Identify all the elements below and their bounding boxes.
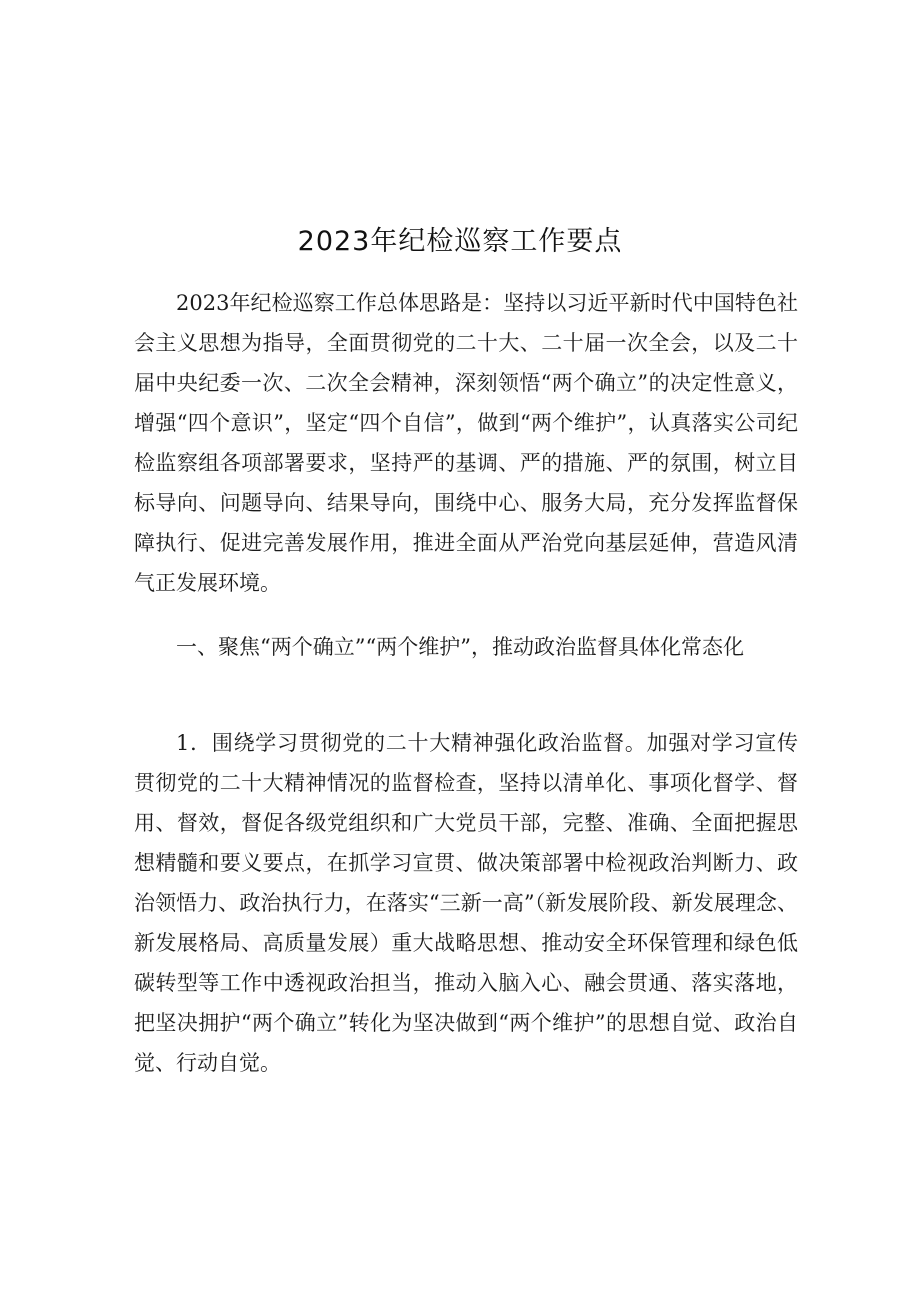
paragraph-overall-approach: 2023年纪检巡察工作总体思路是：坚持以习近平新时代中国特色社会主义思想为指导，全面贯彻党的二十大、二十届一次全会，以及二十届中央纪委一次、二次全会精神，深刻领悟“两个确立”的决定性意义，增强“四个意识”，坚定“四个自信”，做到“两个维护”，认真落实公司纪检监察组各项部署要求，坚持严的基调、严的措施、严的氛围，树立目标导向、问题导向、结果导向，围绕中心、服务大局，充分发挥监督保障执行、促进完善发展作用，推进全面从严治党向基层延伸，营造风清气正发展环境。 [134,291,798,595]
paragraph-item-one: 1．围绕学习贯彻党的二十大精神强化政治监督。加强对学习宣传贯彻党的二十大精神情况的监督检查，坚持以清单化、事项化督学、督用、督效，督促各级党组织和广大党员干部，完整、准确、全面把握思想精髓和要义要点，在抓学习宣贯、做决策部署中检视政治判断力、政治领悟力、政治执行力，在落实“三新一高”（新发展阶段、新发展理念、新发展格局、高质量发展）重大战略思想、推动安全环保管理和绿色低碳转型等工作中透视政治担当，推动入脑入心、融会贯通、落实落地，把坚决拥护“两个确立”转化为坚决做到“两个维护”的思想自觉、政治自觉、行动自觉。 [134,731,798,1075]
section-heading-one: 一、聚焦“两个确立”“两个维护”，推动政治监督具体化常态化 [176,635,744,659]
document-title: 2023年纪检巡察工作要点 [297,226,623,257]
